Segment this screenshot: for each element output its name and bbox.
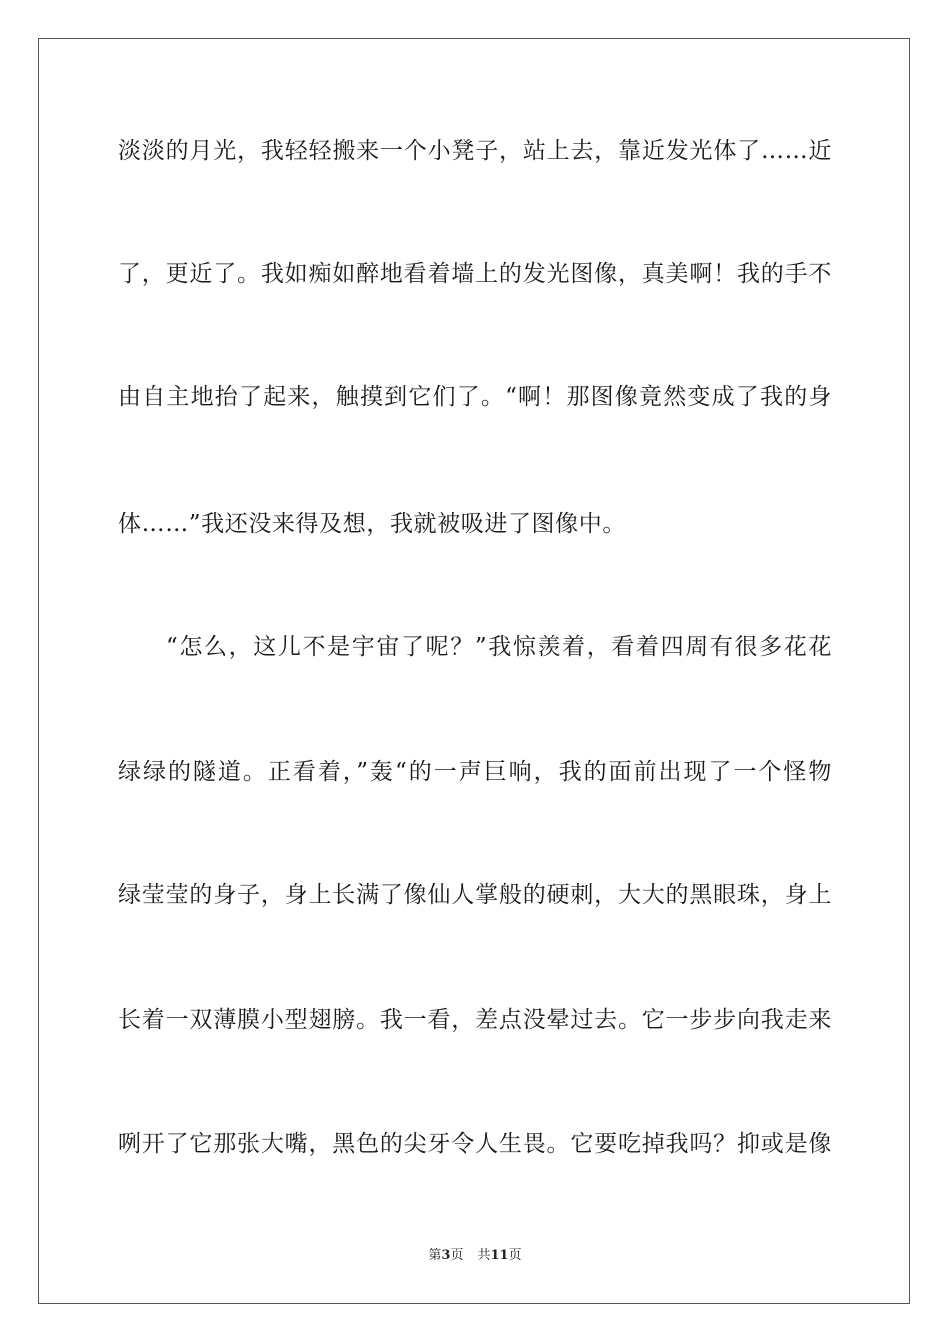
total-prefix: 共 <box>477 1248 491 1263</box>
text-line: 长着一双薄膜小型翅膀。我一看，差点没晕过去。它一步步向我走来 <box>118 1007 832 1033</box>
text-line: 由自主地抬了起来，触摸到它们了。“啊！那图像竟然变成了我的身 <box>118 384 832 410</box>
text-line: 体……”我还没来得及想，我就被吸进了图像中。 <box>118 511 626 537</box>
text-line: 绿莹莹的身子，身上长满了像仙人掌般的硬刺，大大的黑眼珠，身上 <box>118 882 832 908</box>
text-line-indented: “怎么，这儿不是宇宙了呢？”我惊羡着，看着四周有很多花花 <box>166 634 832 660</box>
page-suffix: 页 <box>450 1248 464 1263</box>
page-footer <box>0 1247 950 1265</box>
total-pages: 11 <box>490 1248 509 1263</box>
total-suffix: 页 <box>508 1248 522 1263</box>
text-line: 淡淡的月光，我轻轻搬来一个小凳子，站上去，靠近发光体了……近 <box>118 138 832 164</box>
text-line: 绿绿的隧道。正看着，”轰“的一声巨响，我的面前出现了一个怪物 <box>118 759 832 785</box>
page-number: 3 <box>441 1248 451 1263</box>
text-line: 了，更近了。我如痴如醉地看着墙上的发光图像，真美啊！我的手不 <box>118 261 832 287</box>
page-border <box>38 38 910 1304</box>
page-prefix: 第 <box>428 1248 442 1263</box>
text-line: 咧开了它那张大嘴，黑色的尖牙令人生畏。它要吃掉我吗？抑或是像 <box>118 1131 832 1157</box>
